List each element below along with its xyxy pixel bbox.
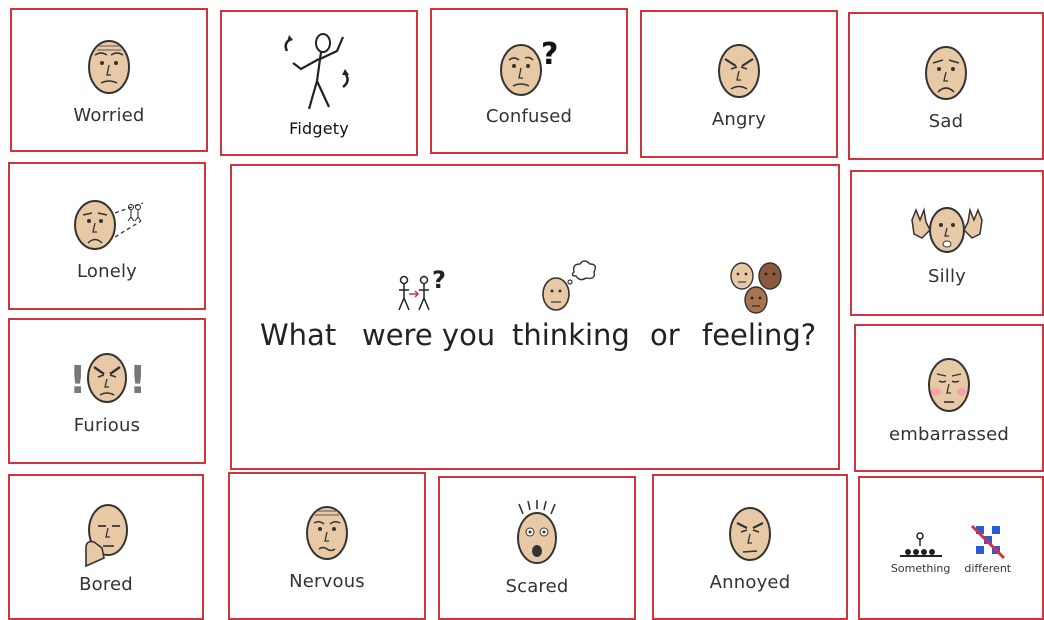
word-feeling: feeling? [702, 318, 817, 352]
something-group [891, 522, 951, 575]
label-annoyed: Annoyed [709, 571, 791, 593]
different-icon [968, 522, 1008, 562]
label-angry: Angry [711, 108, 767, 130]
svg-text:!: ! [129, 357, 147, 402]
scared-face-icon [507, 500, 567, 570]
lonely-face-icon [65, 191, 149, 255]
word-what: What [260, 318, 337, 352]
furious-face-icon [67, 347, 147, 409]
label-silly: Silly [927, 265, 967, 287]
silly-face-icon [902, 200, 992, 260]
card-furious[interactable] [8, 318, 206, 464]
question-card [230, 164, 840, 470]
svg-text:?: ? [432, 266, 446, 294]
card-scared[interactable] [438, 476, 636, 620]
sad-face-icon [916, 41, 976, 105]
nervous-face-icon [297, 501, 357, 565]
label-different: different [964, 561, 1012, 575]
word-were-you: were you [362, 318, 496, 352]
label-confused: Confused [485, 105, 573, 127]
annoyed-face-icon [720, 502, 780, 566]
confused-face-icon [489, 36, 569, 100]
label-lonely: Lonely [76, 260, 138, 282]
svg-text:!: ! [69, 357, 87, 402]
label-bored: Bored [79, 573, 133, 595]
card-bored[interactable] [8, 474, 204, 620]
label-embarrassed: embarrassed [888, 423, 1010, 445]
card-something-different[interactable] [858, 476, 1044, 620]
something-icon [896, 522, 946, 562]
worried-face-icon [79, 35, 139, 99]
bored-face-icon [76, 500, 136, 568]
feeling-faces-icon [726, 258, 786, 316]
embarrassed-face-icon [919, 352, 979, 418]
card-silly[interactable] [850, 170, 1044, 316]
you-people-icon [396, 266, 458, 316]
word-or: or [650, 318, 680, 352]
card-worried[interactable] [10, 8, 208, 152]
label-scared: Scared [505, 575, 569, 597]
card-embarrassed[interactable] [854, 324, 1044, 472]
label-fidgety: Fidgety [289, 118, 349, 138]
label-sad: Sad [928, 110, 964, 132]
label-something: Something [890, 561, 951, 575]
card-angry[interactable] [640, 10, 838, 158]
card-sad[interactable] [848, 12, 1044, 160]
card-annoyed[interactable] [652, 474, 848, 620]
thinking-face-icon [538, 258, 598, 314]
different-group [964, 522, 1011, 575]
label-furious: Furious [73, 414, 141, 436]
card-nervous[interactable] [228, 472, 426, 620]
card-lonely[interactable] [8, 162, 206, 310]
card-fidgety[interactable] [220, 10, 418, 156]
label-nervous: Nervous [289, 570, 365, 592]
angry-face-icon [709, 39, 769, 103]
word-thinking: thinking [512, 318, 630, 352]
label-worried: Worried [73, 104, 145, 126]
card-confused[interactable] [430, 8, 628, 154]
svg-text:?: ? [541, 36, 559, 72]
fidgety-figure-icon [279, 29, 359, 119]
